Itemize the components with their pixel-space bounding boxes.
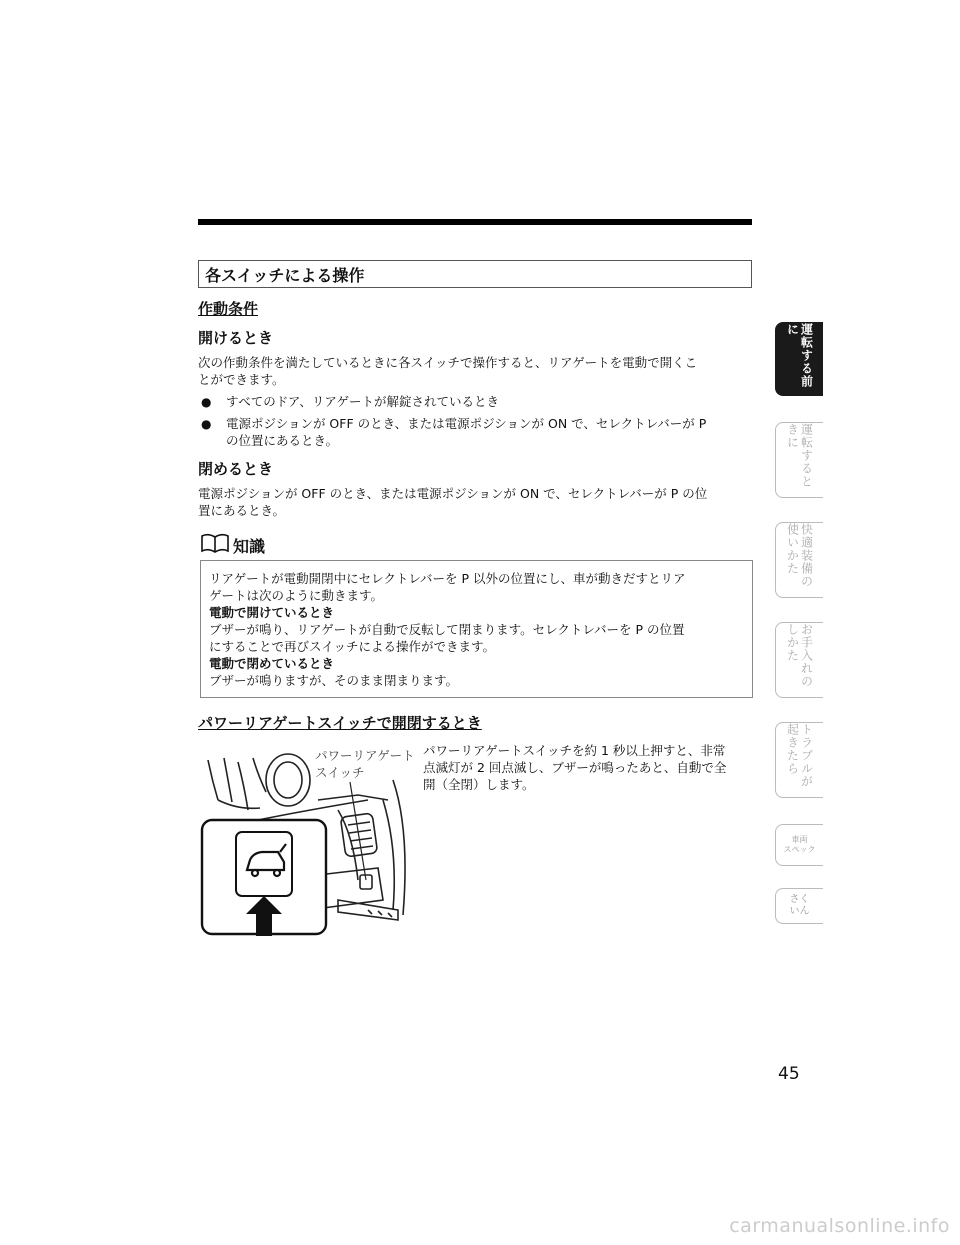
- bullet-dot: ●: [201, 395, 212, 409]
- power-switch-text-line2: 点滅灯が 2 回点滅し、ブザーが鳴ったあと、自動で全: [423, 760, 727, 775]
- tab-index[interactable]: さく いん: [775, 888, 823, 924]
- tab-before-driving[interactable]: 運転する前に: [775, 322, 823, 396]
- knowledge-subheading: 電動で開けているとき: [209, 605, 335, 620]
- bullet-2-line1: 電源ポジションが OFF のとき、または電源ポジションが ON で、セレクトレバーが P: [226, 416, 707, 431]
- section-title: 各スイッチによる操作: [205, 266, 365, 285]
- page-number: 45: [778, 1064, 800, 1084]
- tab-maintenance[interactable]: お手入れのしかた: [775, 622, 823, 698]
- bullet-dot: ●: [201, 417, 212, 431]
- figure-label-line2: スイッチ: [315, 765, 365, 780]
- open-text-line2: とができます。: [198, 372, 285, 387]
- open-heading: 開けるとき: [198, 329, 274, 347]
- open-book-icon: [200, 532, 230, 558]
- power-switch-figure: [198, 740, 420, 940]
- figure-label-line1: パワーリアゲート: [315, 748, 415, 763]
- close-text-line1: 電源ポジションが OFF のとき、または電源ポジションが ON で、セレクトレバーが P の位: [198, 486, 708, 501]
- conditions-heading: 作動条件: [198, 300, 259, 318]
- knowledge-line: ブザーが鳴りますが、そのまま閉まります。: [209, 673, 459, 688]
- tab-comfort-equipment[interactable]: 快適装備の使いかた: [775, 522, 823, 598]
- knowledge-line: ゲートは次のように動きます。: [209, 588, 384, 603]
- knowledge-line: にすることで再びスイッチによる操作ができます。: [209, 639, 496, 654]
- tab-while-driving[interactable]: 運転するときに: [775, 422, 823, 498]
- power-switch-text-line3: 開（全閉）します。: [423, 777, 535, 792]
- bullet-2-line2: の位置にあるとき。: [226, 433, 339, 448]
- power-switch-text-line1: パワーリアゲートスイッチを約 1 秒以上押すと、非常: [423, 743, 726, 758]
- tab-vehicle-specs[interactable]: 車両 スペック: [775, 824, 823, 866]
- power-switch-heading: パワーリアゲートスイッチで開閉するとき: [198, 714, 482, 732]
- knowledge-line: ブザーが鳴り、リアゲートが自動で反転して閉まります。セレクトレバーを P の位置: [209, 622, 685, 637]
- close-text-line2: 置にあるとき。: [198, 503, 286, 518]
- knowledge-line: リアゲートが電動開閉中にセレクトレバーを P 以外の位置にし、車が動きだすとリア: [209, 571, 686, 586]
- bullet-1-line1: すべてのドア、リアゲートが解錠されているとき: [226, 394, 500, 409]
- close-heading: 閉めるとき: [198, 460, 274, 478]
- top-rule: [198, 219, 752, 225]
- watermark: carmanualsonline.info: [729, 1215, 950, 1237]
- tab-troubleshooting[interactable]: トラブルが起きたら: [775, 722, 823, 798]
- open-text-line1: 次の作動条件を満たしているときに各スイッチで操作すると、リアゲートを電動で開くこ: [198, 355, 698, 370]
- knowledge-heading: 知識: [233, 537, 266, 556]
- knowledge-subheading: 電動で閉めているとき: [209, 656, 335, 671]
